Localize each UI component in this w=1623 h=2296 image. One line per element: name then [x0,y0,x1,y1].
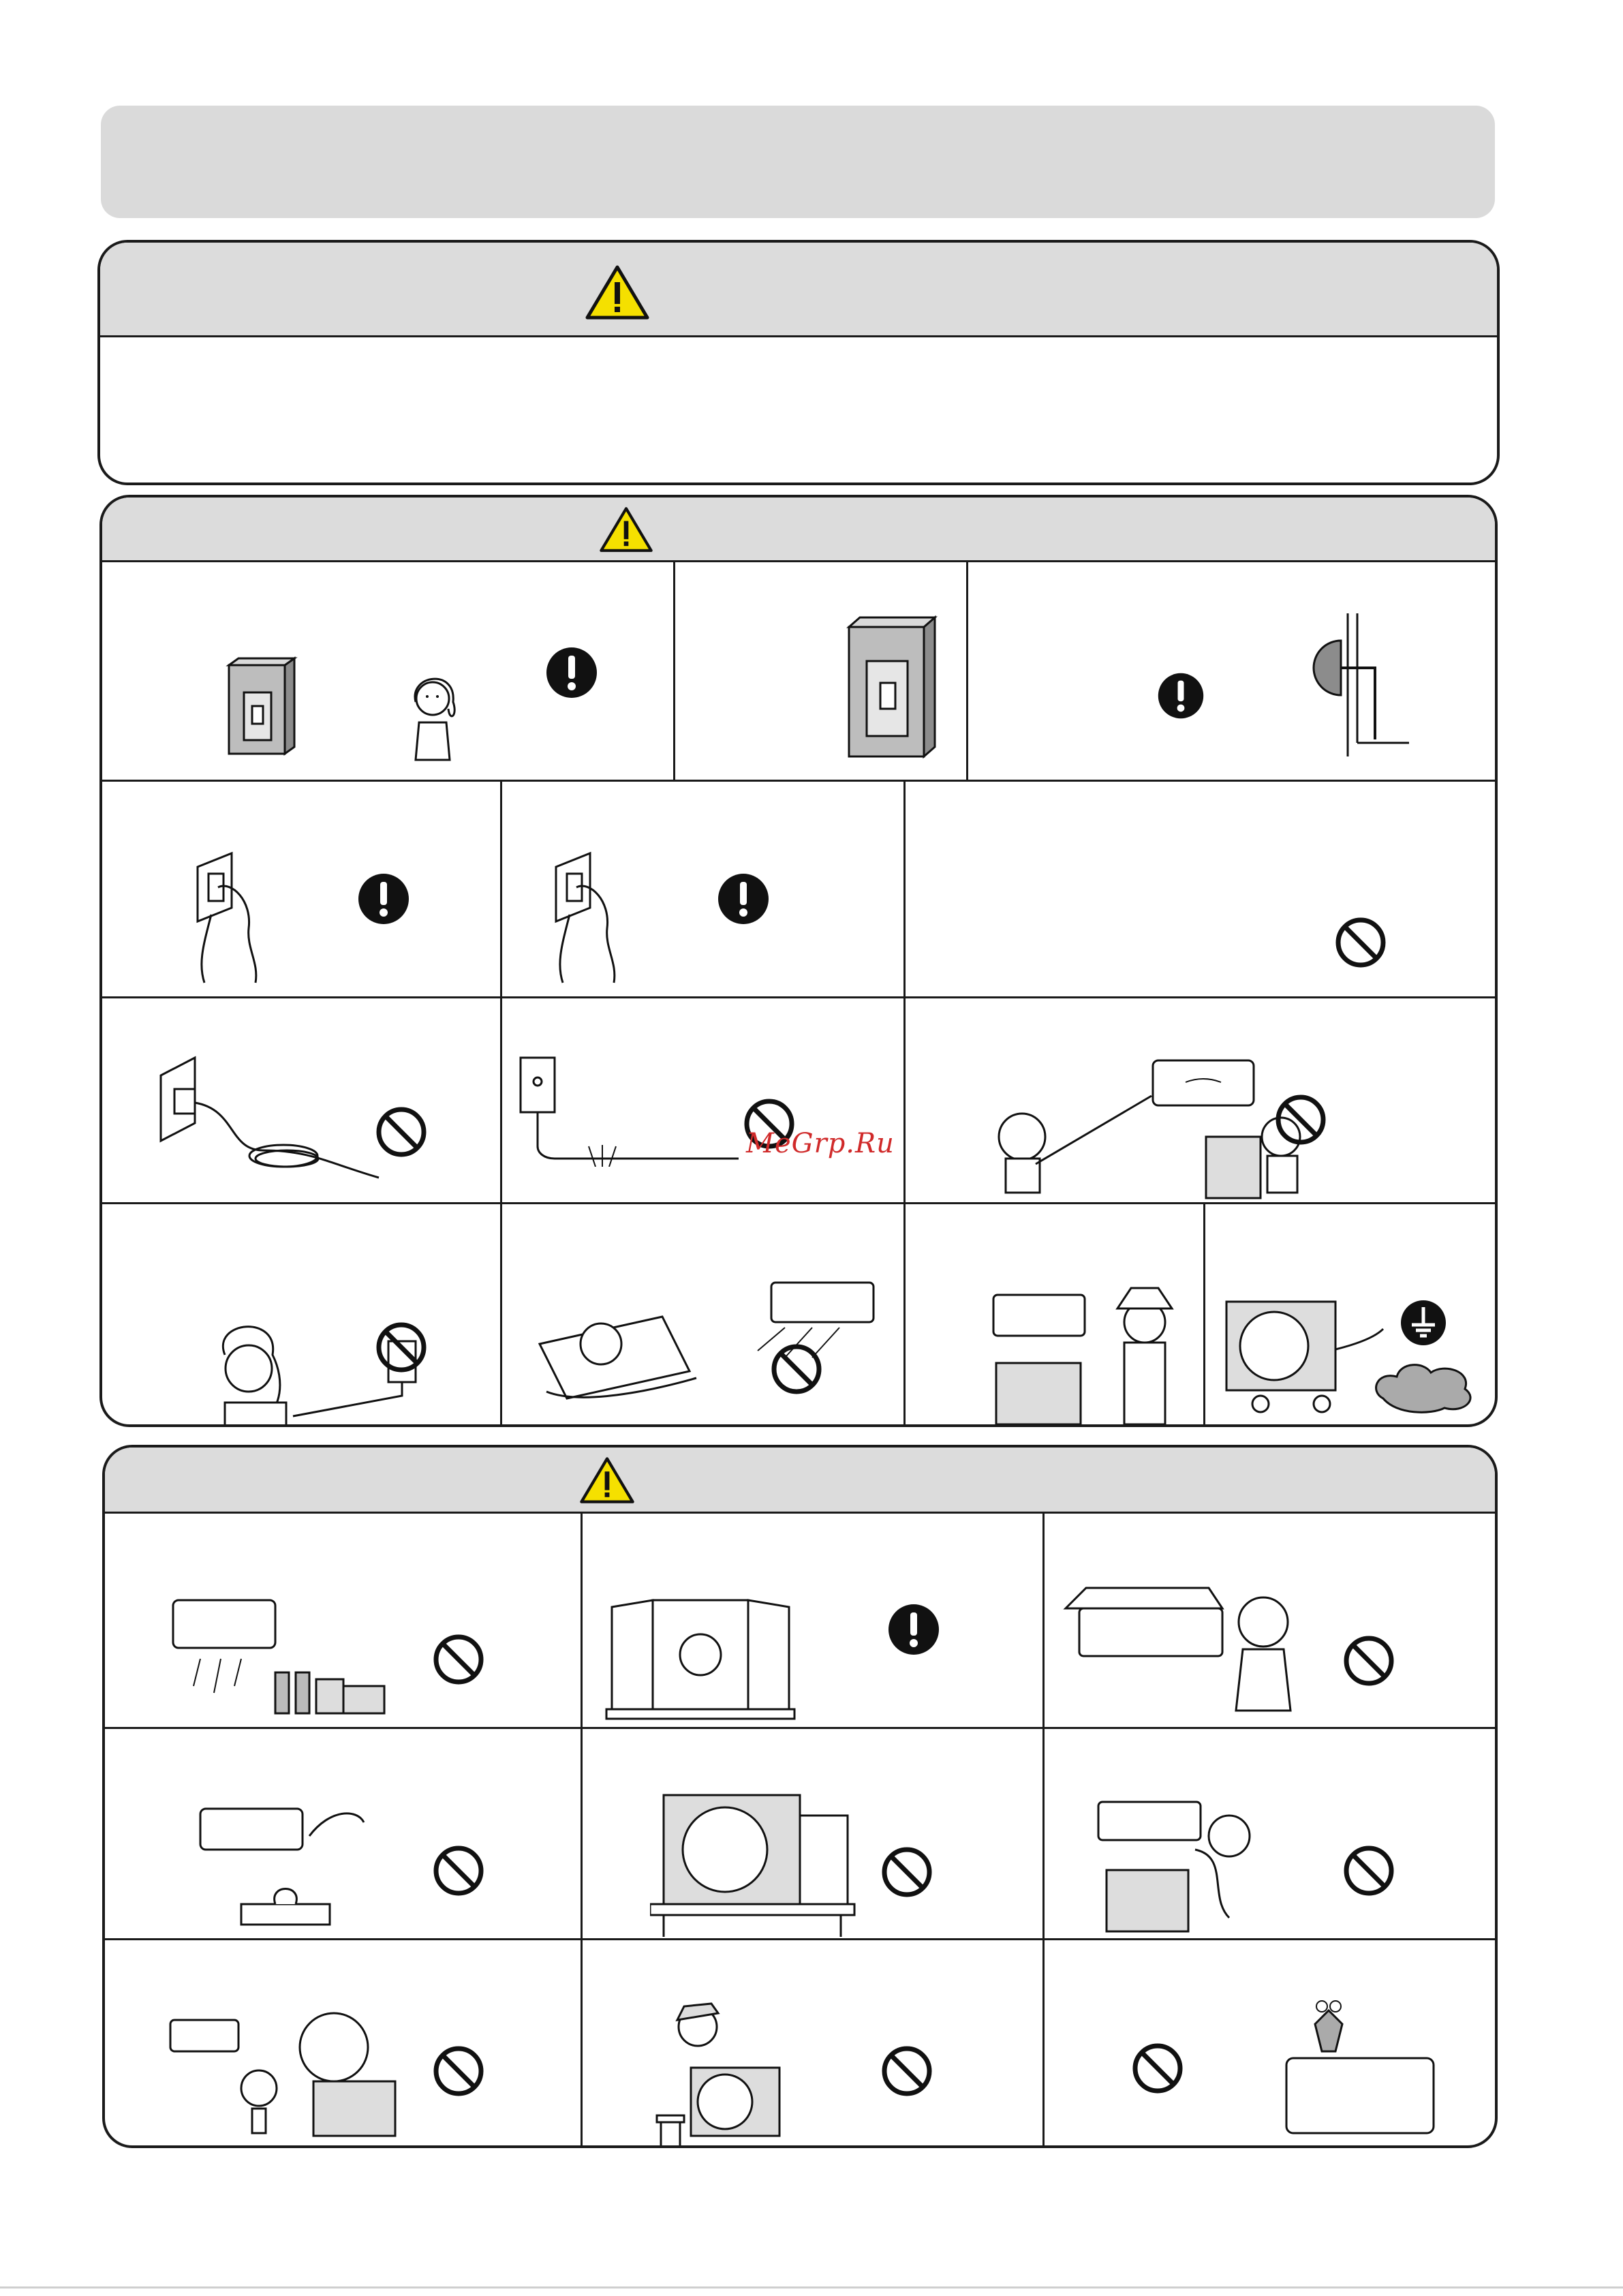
grid-divider [673,560,675,780]
grid-divider [105,1938,1498,1940]
baby-in-cold-airflow-illustration [526,1262,880,1405]
damaged-cord-illustration [514,1051,745,1167]
ground-connection-illustration [1293,607,1416,763]
hand-unplugging-illustration [184,846,279,990]
grid-divider [966,560,968,780]
child-climbing-unit-illustration [650,2000,786,2147]
children-poking-unit-illustration [981,1055,1308,1205]
warning-triangle-icon [599,506,653,553]
unit-over-food-illustration [166,1584,398,1720]
no-entry-circle-icon [880,2045,933,2098]
grid-divider [102,780,1498,782]
warning-triangle-icon [579,1456,635,1505]
blocked-vents-illustration [1093,1795,1270,1938]
no-entry-circle-icon [1274,1093,1327,1146]
earth-ground-icon [1400,1299,1447,1347]
circuit-breaker-illustration [844,607,939,763]
no-entry-circle-icon [432,1844,485,1897]
grid-divider [102,996,1498,998]
unit-over-stove-illustration [194,1795,391,1931]
exclamation-circle-icon [1157,672,1205,720]
page-bottom-rule [0,2286,1623,2289]
exclamation-circle-icon [545,646,598,699]
grid-divider [581,1512,583,2148]
girl-on-phone-illustration [395,661,470,763]
caution-header [105,1448,1495,1514]
grid-divider [1042,1512,1045,2148]
smoke-cloud-illustration [1370,1358,1479,1415]
caution-panel [102,1445,1498,2148]
units-and-child-illustration [988,1274,1206,1427]
no-entry-circle-icon [375,1105,428,1159]
warning-triangle-icon [585,264,650,320]
grid-divider [903,780,906,1427]
hand-unplugging-illustration [542,846,638,990]
safety-notice-box [97,240,1500,485]
page-title-bar [101,106,1495,218]
unit-on-weak-stand-illustration [650,1788,868,1938]
electrical-warnings-header [102,498,1495,562]
no-entry-circle-icon [1131,2042,1184,2095]
circuit-breaker-illustration [223,652,298,761]
no-entry-circle-icon [880,1846,933,1899]
watermark: MeGrp.Ru [746,1128,895,1159]
electrical-warnings-panel [99,495,1498,1427]
grid-divider [105,1727,1498,1729]
no-entry-circle-icon [432,1633,485,1686]
unit-near-plants-illustration [164,2006,416,2140]
no-entry-circle-icon [1334,916,1387,969]
exclamation-circle-icon [717,872,770,925]
safety-notice-header [100,243,1497,337]
exclamation-circle-icon [887,1603,940,1656]
no-entry-circle-icon [1342,1844,1395,1897]
open-window-girl-illustration [605,1593,796,1720]
no-entry-circle-icon [1342,1634,1395,1687]
exclamation-circle-icon [357,872,410,925]
no-entry-circle-icon [432,2045,485,2098]
no-entry-circle-icon [770,1343,823,1396]
coiled-cord-illustration [154,1048,386,1184]
grid-divider [500,780,502,1427]
vase-on-unit-illustration [1281,1997,1438,2140]
no-entry-circle-icon [375,1321,428,1374]
girl-cleaning-unit-illustration [1059,1581,1325,1717]
